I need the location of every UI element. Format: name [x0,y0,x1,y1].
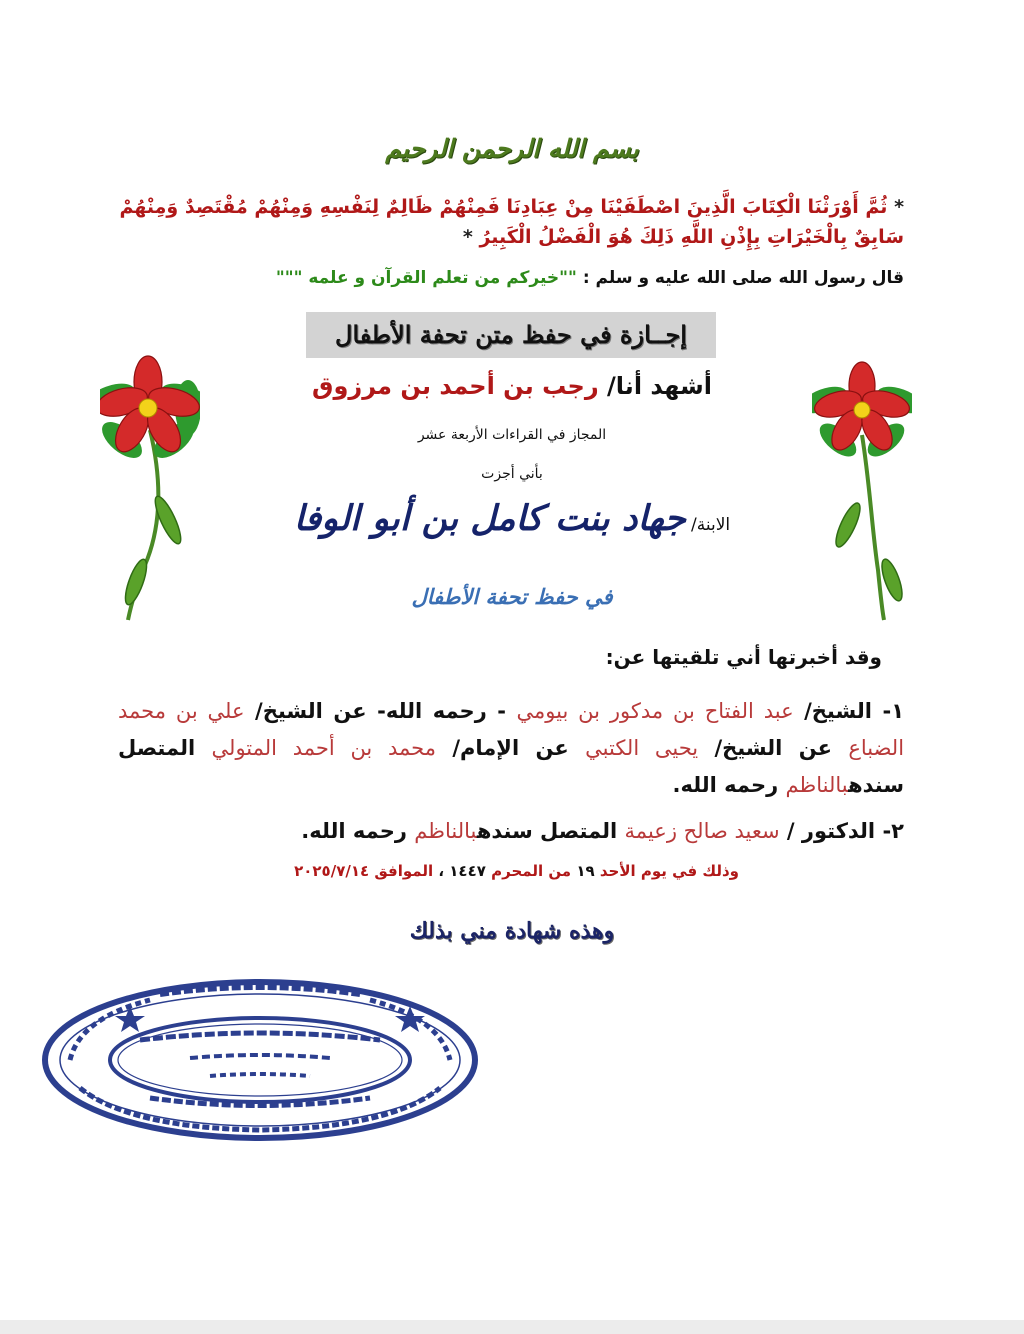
flower-left-icon [100,320,200,625]
date-day: ١٩ [576,862,595,880]
closing-statement: وهذه شهادة مني بذلك [409,918,615,944]
certificate-title: إجــازة في حفظ متن تحفة الأطفال [306,312,716,358]
subject-line: في حفظ تحفة الأطفال [411,584,613,609]
student-label: الابنة/ [690,515,731,535]
hadith-intro: قال رسول الله صلى الله عليه و سلم : [582,268,904,288]
mujaz-line: المجاز في القراءات الأربعة عشر [417,427,607,443]
chain-intro: وقد أخبرتها أني تلقيتها عن: [605,645,882,669]
chain1-t6: رحمه الله. [672,773,779,797]
chain1-t3: عن الشيخ/ [714,736,832,760]
chain2-t1: الدكتور / [786,819,876,843]
chain-item-1 [118,693,904,804]
chain2-num: ٢- [882,819,904,843]
date-month: من المحرم [491,862,572,880]
chain-item-2 [118,813,904,850]
date-label: الموافق [374,862,434,880]
chain1-r1: عبد الفتاح بن مدكور بن بيومي [516,699,794,723]
date-prefix: وذلك في يوم الأحد [599,862,739,880]
verse-star-open: * [894,196,904,218]
student-name: جهاد بنت كامل بن أبو الوفا [293,498,686,539]
chain1-t1: الشيخ/ [804,699,872,723]
hadith-quote: ""خيركم من تعلم القرآن و علمه """ [275,268,577,288]
quran-verse [104,192,904,252]
chain2-t2: المتصل سنده [476,819,618,843]
date-greg: ٢٠٢٥/٧/١٤ [294,862,370,880]
chain2-r1: سعيد صالح زعيمة [624,819,780,843]
chain1-r5: بالناظم [785,773,849,797]
witness-name: رجب بن أحمد بن مرزوق [312,372,599,400]
seal-stamp-icon [40,978,480,1143]
date-line [294,862,739,880]
chain1-r3: يحيى الكتبي [585,736,699,760]
verse-star-close: * [462,226,473,248]
hadith [276,268,904,288]
chain2-t3: رحمه الله. [301,819,407,843]
date-sep: ، [438,862,445,880]
chain1-r2: علي بن محمد الضباع [118,699,905,760]
chain1-r4: محمد بن أحمد المتولي [211,736,436,760]
bottom-strip [0,1320,1024,1334]
verse-text: ثُمَّ أَوْرَثْنَا الْكِتَابَ الَّذِينَ اصْطَفَيْنَا مِنْ عِبَادِنَا فَمِنْهُمْ ظَالِمٌ لِنَفْسِهِ وَمِنْهُمْ مُقْتَصِدٌ وَمِنْهُمْ سَابِقٌ بِالْخَيْرَاتِ بِإِذْنِ اللَّهِ ذَلِكَ هُوَ الْفَضْلُ الْكَبِيرُ [119,196,904,248]
chain1-t5: المتصل سنده [118,736,904,797]
date-year: ١٤٤٧ [449,862,486,880]
chain1-num: ١- [882,699,905,723]
chain1-t2: - رحمه الله- عن الشيخ/ [255,699,506,723]
anni-line: بأني أجزت [481,466,543,482]
chain1-t4: عن الإمام/ [452,736,569,760]
chain2-r2: بالناظم [414,819,477,843]
witness-prefix: أشهد أنا/ [607,372,712,400]
basmala: بسم الله الرحمن الرحيم [385,134,639,163]
flower-right-icon [812,325,912,625]
